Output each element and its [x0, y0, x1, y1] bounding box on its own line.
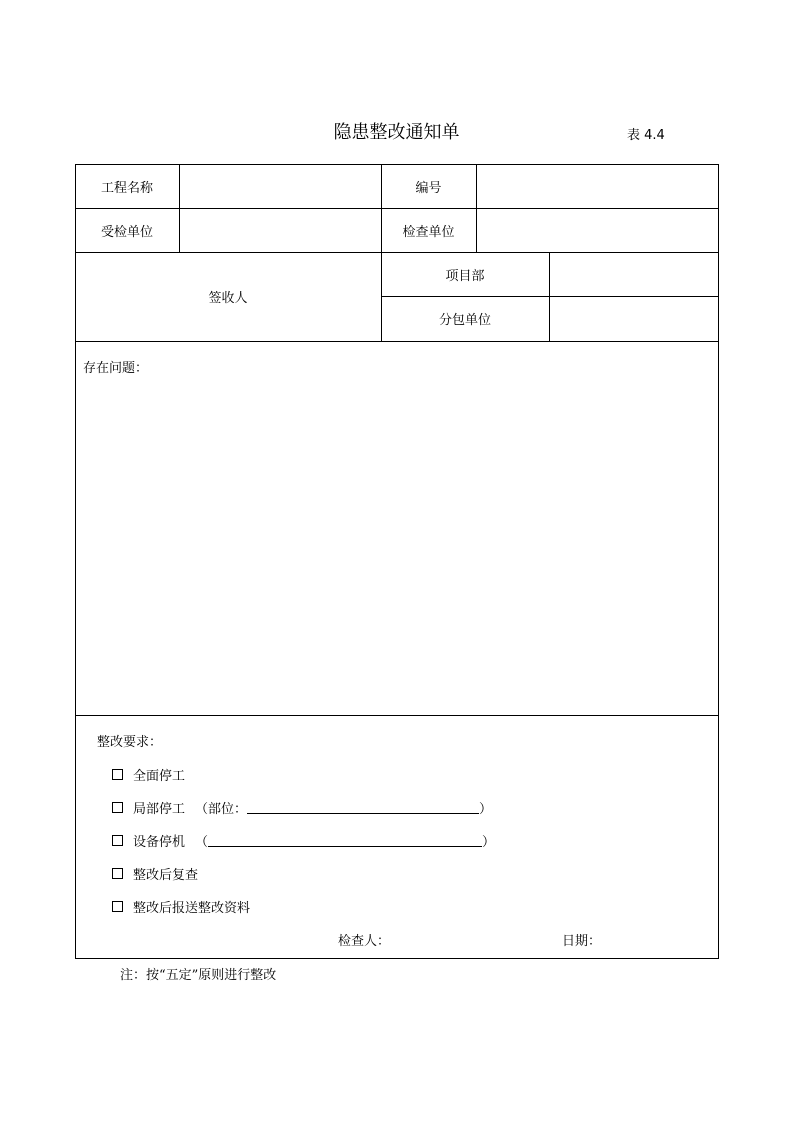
date-label: 日期：	[562, 934, 602, 949]
inspected-unit-field[interactable]	[180, 209, 381, 252]
table-number: 表 4.4	[627, 128, 665, 143]
project-name-field[interactable]	[180, 165, 381, 208]
option-label: 整改后复查	[133, 868, 199, 883]
paren-close: ）	[482, 835, 496, 850]
checkbox[interactable]	[112, 835, 123, 846]
number-field[interactable]	[477, 165, 718, 208]
footnote: 注：按“五定”原则进行整改	[120, 968, 277, 983]
project-dept-label: 项目部	[445, 268, 485, 284]
paren-open: （部位：	[195, 802, 248, 817]
project-name-label: 工程名称	[100, 180, 153, 196]
subcontractor-label: 分包单位	[438, 313, 491, 328]
form-title: 隐患整改通知单	[333, 122, 460, 143]
checkbox[interactable]	[112, 769, 123, 780]
option-recheck[interactable]	[112, 864, 198, 883]
problems-label: 存在问题：	[83, 361, 149, 376]
option-partial-stop[interactable]	[112, 798, 492, 817]
equipment-field[interactable]	[208, 834, 482, 847]
option-label: 全面停工	[133, 769, 186, 784]
paren-open: （	[195, 835, 209, 850]
subcontractor-field[interactable]	[550, 297, 718, 341]
signee-label: 签收人	[208, 291, 248, 306]
number-label: 编号	[415, 180, 442, 196]
option-submit-docs[interactable]	[112, 897, 250, 916]
option-label: 设备停机	[133, 835, 186, 850]
inspector-label: 检查人：	[338, 934, 391, 949]
option-equipment-stop[interactable]	[112, 831, 495, 850]
option-full-stop[interactable]	[112, 765, 185, 784]
inspecting-unit-label: 检查单位	[402, 224, 455, 240]
checkbox[interactable]	[112, 802, 123, 813]
paren-close: ）	[479, 802, 493, 817]
inspected-unit-label: 受检单位	[100, 224, 153, 240]
checkbox[interactable]	[112, 901, 123, 912]
requirements-label: 整改要求：	[97, 735, 163, 750]
checkbox[interactable]	[112, 868, 123, 879]
option-label: 局部停工	[133, 802, 186, 817]
project-dept-field[interactable]	[550, 253, 718, 296]
location-field[interactable]	[247, 801, 479, 814]
inspecting-unit-field[interactable]	[477, 209, 718, 252]
problems-field[interactable]	[80, 378, 710, 708]
option-label: 整改后报送整改资料	[133, 901, 251, 916]
